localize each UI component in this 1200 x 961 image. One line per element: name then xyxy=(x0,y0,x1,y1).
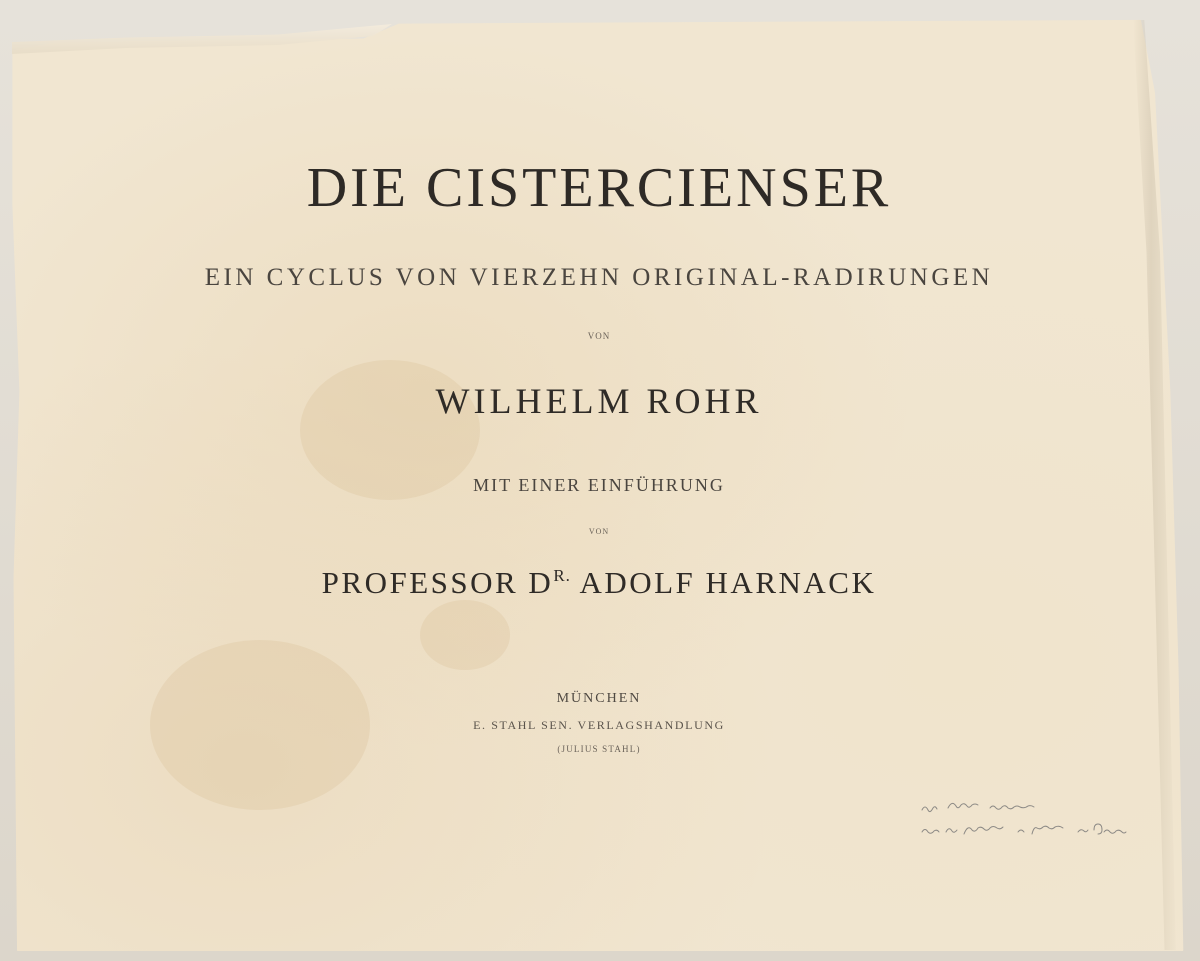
author-name: WILHELM ROHR xyxy=(435,381,763,421)
introduction-author xyxy=(10,565,1188,601)
publication-city: MÜNCHEN xyxy=(556,691,642,706)
handwritten-dedication-icon xyxy=(918,796,1138,846)
professor-prefix: PROFESSOR D xyxy=(321,565,554,600)
professor-name: ADOLF HARNACK xyxy=(570,565,877,600)
publisher-detail: (JULIUS STAHL) xyxy=(557,744,641,754)
book-title: DIE CISTERCIENSER xyxy=(306,157,892,219)
book-subtitle: EIN CYCLUS VON VIERZEHN ORIGINAL-RADIRUNGEN xyxy=(204,264,994,291)
introduction-line: MIT EINER EINFÜHRUNG xyxy=(473,475,725,495)
by-label: VON xyxy=(587,331,611,341)
publisher-name: E. STAHL SEN. VERLAGSHANDLUNG xyxy=(473,718,725,732)
by-label-2: VON xyxy=(588,527,610,536)
doctor-title-superscript: R. xyxy=(553,566,571,585)
